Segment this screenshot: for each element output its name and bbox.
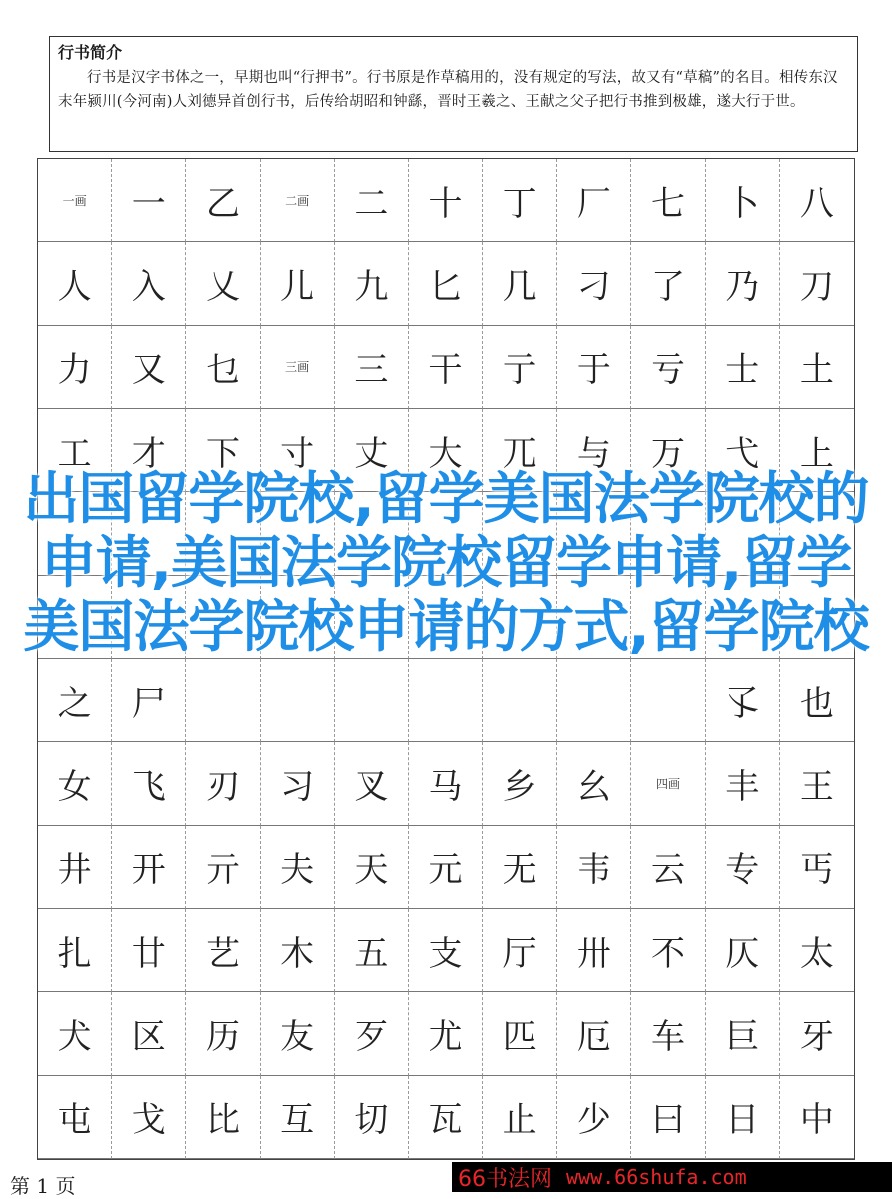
grid-cell: 歹: [335, 992, 409, 1075]
grid-cell: 乂: [186, 242, 260, 325]
grid-cell: 廿: [112, 909, 186, 992]
grid-cell: 少: [557, 1076, 631, 1159]
grid-cell: 马: [409, 742, 483, 825]
grid-cell: [186, 659, 260, 742]
grid-cell: 王: [780, 742, 854, 825]
grid-cell: 乜: [186, 326, 260, 409]
grid-cell: 与: [557, 409, 631, 492]
grid-cell: 丁: [483, 159, 557, 242]
grid-cell: 切: [335, 1076, 409, 1159]
grid-cell: 戈: [112, 1076, 186, 1159]
grid-cell: 一: [112, 159, 186, 242]
grid-cell: 无: [483, 826, 557, 909]
grid-cell: 匹: [483, 992, 557, 1075]
grid-cell: 不: [631, 909, 705, 992]
grid-cell: 刀: [780, 242, 854, 325]
grid-cell: 十: [409, 159, 483, 242]
grid-cell: 二: [335, 159, 409, 242]
grid-cell: [483, 659, 557, 742]
grid-cell: 亏: [631, 326, 705, 409]
grid-cell: 才: [112, 409, 186, 492]
grid-cell: 扎: [38, 909, 112, 992]
intro-title: 行书简介: [58, 43, 123, 62]
grid-cell: [631, 659, 705, 742]
grid-cell: 刃: [186, 742, 260, 825]
grid-cell: 仄: [706, 909, 780, 992]
grid-cell: 艺: [186, 909, 260, 992]
grid-cell: 支: [409, 909, 483, 992]
grid-cell: 乡: [483, 742, 557, 825]
grid-cell: [261, 659, 335, 742]
grid-cell: 天: [335, 826, 409, 909]
grid-cell: 一画: [38, 159, 112, 242]
grid-cell: 士: [706, 326, 780, 409]
overlay-title[interactable]: 出国留学院校,留学美国法学院校的申请,美国法学院校留学申请,留学美国法学院校申请的方式,留学院校: [23, 467, 869, 660]
grid-cell: [409, 659, 483, 742]
grid-cell: 上: [780, 409, 854, 492]
grid-cell: 日: [706, 1076, 780, 1159]
grid-cell: 历: [186, 992, 260, 1075]
grid-cell: 匕: [409, 242, 483, 325]
grid-cell: [335, 659, 409, 742]
site-watermark[interactable]: [452, 1162, 892, 1192]
grid-cell: 尸: [112, 659, 186, 742]
grid-cell: 四画: [631, 742, 705, 825]
grid-cell: 厂: [557, 159, 631, 242]
grid-cell: 下: [186, 409, 260, 492]
grid-cell: 九: [335, 242, 409, 325]
grid-cell: 车: [631, 992, 705, 1075]
grid-cell: 力: [38, 326, 112, 409]
grid-cell: 飞: [112, 742, 186, 825]
grid-cell: 兀: [483, 409, 557, 492]
grid-cell: 区: [112, 992, 186, 1075]
grid-cell: 也: [780, 659, 854, 742]
grid-cell: 巨: [706, 992, 780, 1075]
grid-cell: 太: [780, 909, 854, 992]
grid-cell: 干: [409, 326, 483, 409]
grid-cell: 土: [780, 326, 854, 409]
grid-cell: 大: [409, 409, 483, 492]
grid-cell: 曰: [631, 1076, 705, 1159]
grid-cell: 二画: [261, 159, 335, 242]
grid-cell: 三: [335, 326, 409, 409]
grid-cell: 八: [780, 159, 854, 242]
grid-cell: 孓: [706, 659, 780, 742]
grid-cell: 工: [38, 409, 112, 492]
grid-cell: 亍: [483, 326, 557, 409]
grid-cell: 卅: [557, 909, 631, 992]
grid-cell: 刁: [557, 242, 631, 325]
grid-cell: 比: [186, 1076, 260, 1159]
grid-cell: 丈: [335, 409, 409, 492]
grid-cell: 云: [631, 826, 705, 909]
grid-cell: 瓦: [409, 1076, 483, 1159]
grid-cell: 开: [112, 826, 186, 909]
intro-box: [49, 36, 858, 152]
grid-cell: 丰: [706, 742, 780, 825]
grid-cell: 叉: [335, 742, 409, 825]
grid-cell: 入: [112, 242, 186, 325]
page-number: 第 1 页: [10, 1174, 76, 1198]
watermark-url[interactable]: www.66shufa.com: [566, 1165, 747, 1189]
grid-cell: 专: [706, 826, 780, 909]
grid-cell: 万: [631, 409, 705, 492]
grid-cell: 于: [557, 326, 631, 409]
grid-cell: 牙: [780, 992, 854, 1075]
grid-cell: 亓: [186, 826, 260, 909]
grid-cell: 厅: [483, 909, 557, 992]
grid-cell: 木: [261, 909, 335, 992]
grid-cell: 井: [38, 826, 112, 909]
grid-cell: 犬: [38, 992, 112, 1075]
grid-cell: 止: [483, 1076, 557, 1159]
grid-cell: 几: [483, 242, 557, 325]
grid-cell: 元: [409, 826, 483, 909]
grid-cell: 乙: [186, 159, 260, 242]
grid-cell: 三画: [261, 326, 335, 409]
grid-cell: 厄: [557, 992, 631, 1075]
grid-cell: 了: [631, 242, 705, 325]
grid-cell: 尤: [409, 992, 483, 1075]
grid-cell: 之: [38, 659, 112, 742]
grid-cell: [557, 659, 631, 742]
grid-cell: 幺: [557, 742, 631, 825]
grid-cell: 友: [261, 992, 335, 1075]
intro-text: 行书是汉字书体之一，早期也叫“行押书”。行书原是作草稿用的，没有规定的写法，故又有“草稿”的名目。相传东汉末年颍川(今河南)人刘德异首创行书，后传给胡昭和钟繇，晋时王羲之、王献之父子把行书推到极雄，遂大行于世。: [58, 70, 838, 110]
grid-cell: 卜: [706, 159, 780, 242]
grid-cell: 屯: [38, 1076, 112, 1159]
grid-cell: 人: [38, 242, 112, 325]
grid-cell: 儿: [261, 242, 335, 325]
grid-cell: 五: [335, 909, 409, 992]
grid-cell: 习: [261, 742, 335, 825]
grid-cell: 乃: [706, 242, 780, 325]
grid-cell: 夫: [261, 826, 335, 909]
grid-cell: 互: [261, 1076, 335, 1159]
grid-cell: 寸: [261, 409, 335, 492]
grid-cell: 又: [112, 326, 186, 409]
grid-cell: 女: [38, 742, 112, 825]
grid-cell: 中: [780, 1076, 854, 1159]
grid-cell: 弋: [706, 409, 780, 492]
grid-cell: 丐: [780, 826, 854, 909]
grid-cell: 七: [631, 159, 705, 242]
grid-cell: 韦: [557, 826, 631, 909]
watermark-site-name[interactable]: 66书法网: [458, 1166, 552, 1192]
